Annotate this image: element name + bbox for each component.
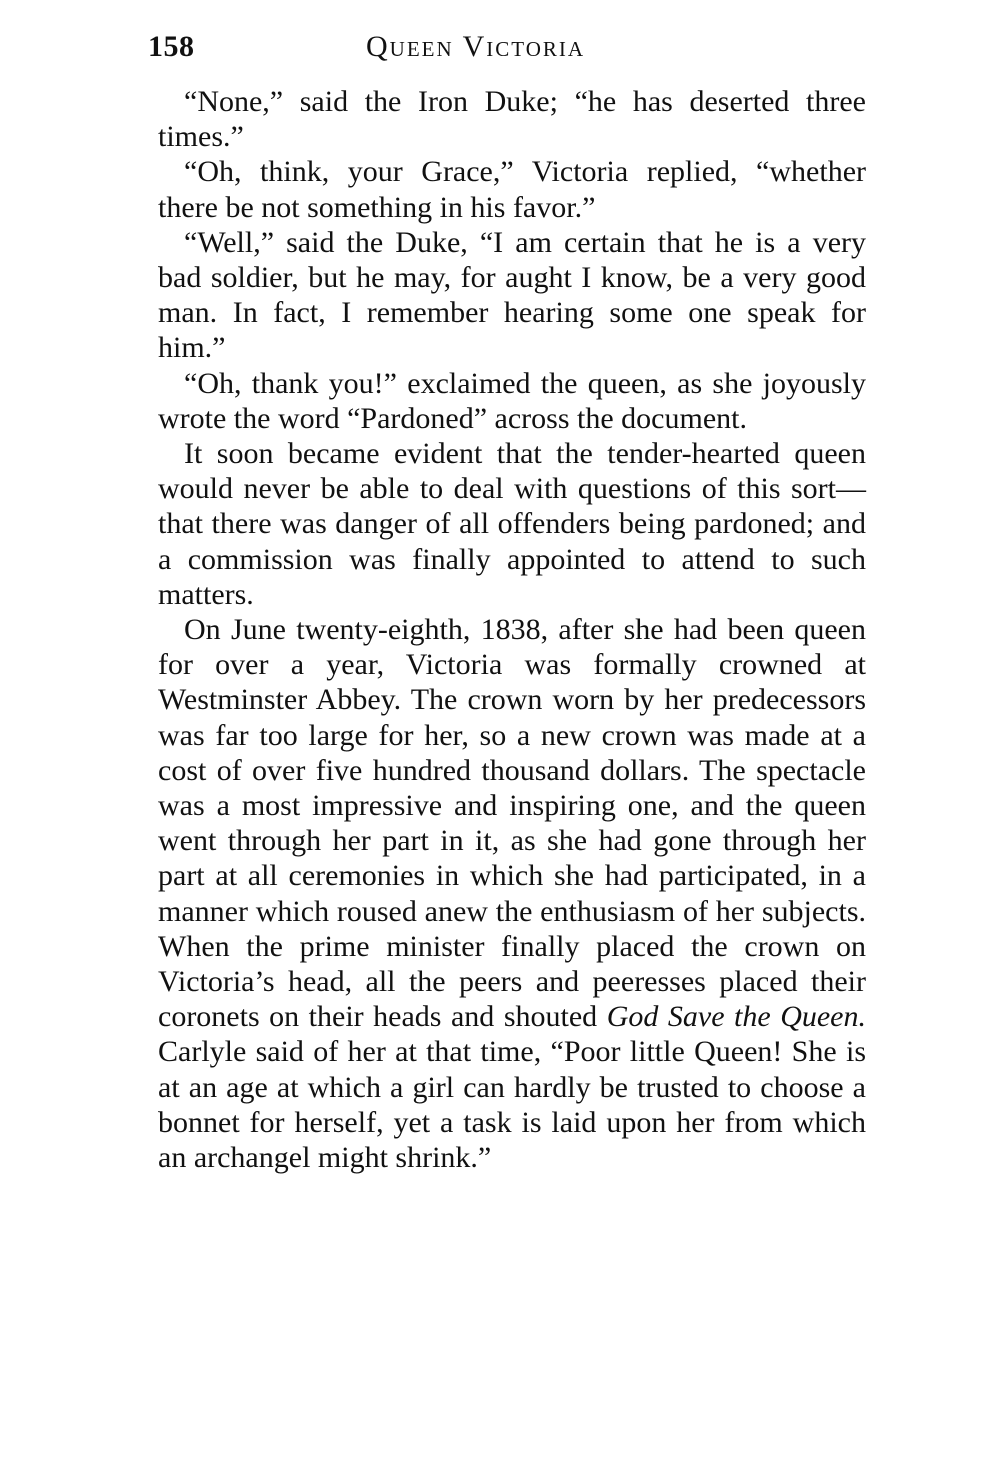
coronation-text-start: On June twenty-eighth, 1838, after she had been queen for over a year, Victoria was formally crowned at Westminster Abbey. The crown worn by her predecessors was far too large for her, so a new crown was made at a cost of over five hundred thousand dollars. The spectacle was a most impressive and inspiring one, and the queen went through her part in it, as she had gone through her part at all ceremonies in which she had participated, in a manner which roused anew the enthusiasm of her subjects. When the prime minister finally placed the crown on Victoria’s head, all the peers and peeresses placed their coronets on their heads and shouted [158, 613, 866, 1034]
coronation-text-end: Carlyle said of her at that time, “Poor little Queen! She is at an age at which a girl can hardly be trusted to choose a bonnet for herself, yet a task is laid upon her from which an archangel might shrink.” [158, 1035, 866, 1175]
page-number: 158 [148, 30, 195, 63]
paragraph-victoria-plea: “Oh, think, your Grace,” Victoria replied, “whether there be not something in his favor.” [158, 155, 866, 224]
paragraph-duke-reply: “None,” said the Iron Duke; “he has deserted three times.” [158, 85, 866, 154]
anthem-title: God Save the Queen. [606, 1000, 866, 1034]
paragraph-commission: It soon became evident that the tender-hearted queen would never be able to deal with questions of this sort—that there was danger of all offenders being pardoned; and a commission was finally appointed to attend to such matters. [158, 437, 866, 611]
paragraph-duke-concession: “Well,” said the Duke, “I am certain that he is a very bad soldier, but he may, for aught I know, be a very good man. In fact, I remember hearing some one speak for him.” [158, 225, 866, 365]
running-head: Queen Victoria [366, 30, 586, 63]
paragraph-pardoned: “Oh, thank you!” exclaimed the queen, as she joyously wrote the word “Pardoned” across the document. [158, 366, 866, 435]
page-header [148, 30, 864, 70]
paragraph-coronation [158, 612, 866, 1175]
body-text [158, 84, 866, 1175]
